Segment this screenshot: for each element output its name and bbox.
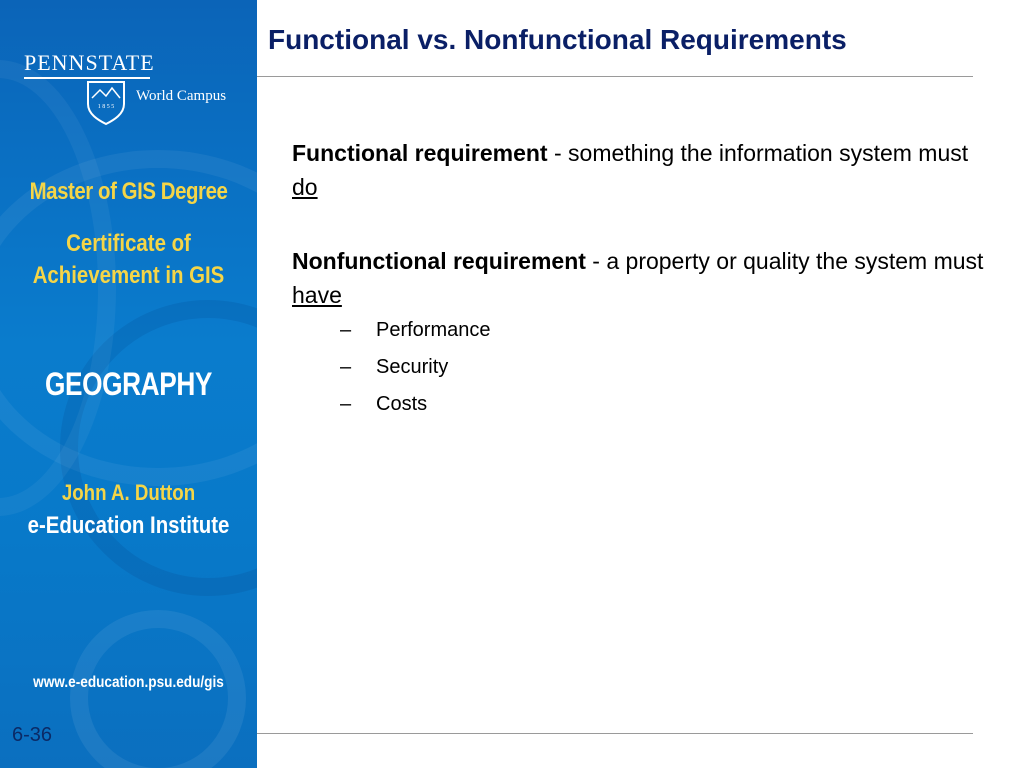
shield-year: 1 8 5 5 [97, 104, 115, 110]
nonfunctional-term: Nonfunctional requirement [292, 248, 586, 274]
list-item-label: Costs [376, 393, 428, 415]
slide-number: 6-36 [12, 724, 53, 746]
footer-divider [257, 733, 973, 734]
nonfunctional-examples [292, 312, 992, 423]
nonfunctional-emphasis: have [292, 282, 342, 308]
brand-subtitle: World Campus [136, 88, 227, 104]
nonfunctional-definition [292, 244, 992, 312]
shield-icon [86, 80, 126, 126]
functional-text: - something the information system must [547, 140, 969, 166]
list-item [292, 312, 992, 349]
title-divider [257, 76, 973, 77]
dash-bullet: – [340, 319, 352, 341]
certificate-label [19, 228, 237, 292]
functional-term: Functional requirement [292, 140, 548, 166]
brand-underline [24, 77, 150, 79]
website-url: www.e-education.psu.edu/gis [33, 674, 224, 691]
nonfunctional-text: - a property or quality the system must [585, 248, 984, 274]
dash-bullet: – [340, 356, 352, 378]
list-item-label: Security [376, 356, 449, 378]
institute-subtitle: e-Education Institute [27, 512, 230, 539]
certificate-line: Achievement in GIS [32, 262, 225, 289]
list-item [292, 349, 992, 386]
functional-emphasis: do [292, 174, 318, 200]
institute-name: John A. Dutton [61, 480, 196, 505]
functional-definition [292, 136, 992, 204]
brand-name: PENNSTATE [24, 50, 155, 75]
sidebar-banner [0, 0, 257, 768]
list-item [292, 386, 992, 423]
department-label: GEOGRAPHY [45, 366, 212, 402]
list-item-label: Performance [376, 319, 491, 341]
slide-title: Functional vs. Nonfunctional Requirements [268, 24, 847, 55]
degree-label: Master of GIS Degree [29, 178, 228, 205]
slide-body [292, 136, 992, 423]
dash-bullet: – [340, 393, 352, 415]
certificate-line: Certificate of [66, 230, 191, 257]
